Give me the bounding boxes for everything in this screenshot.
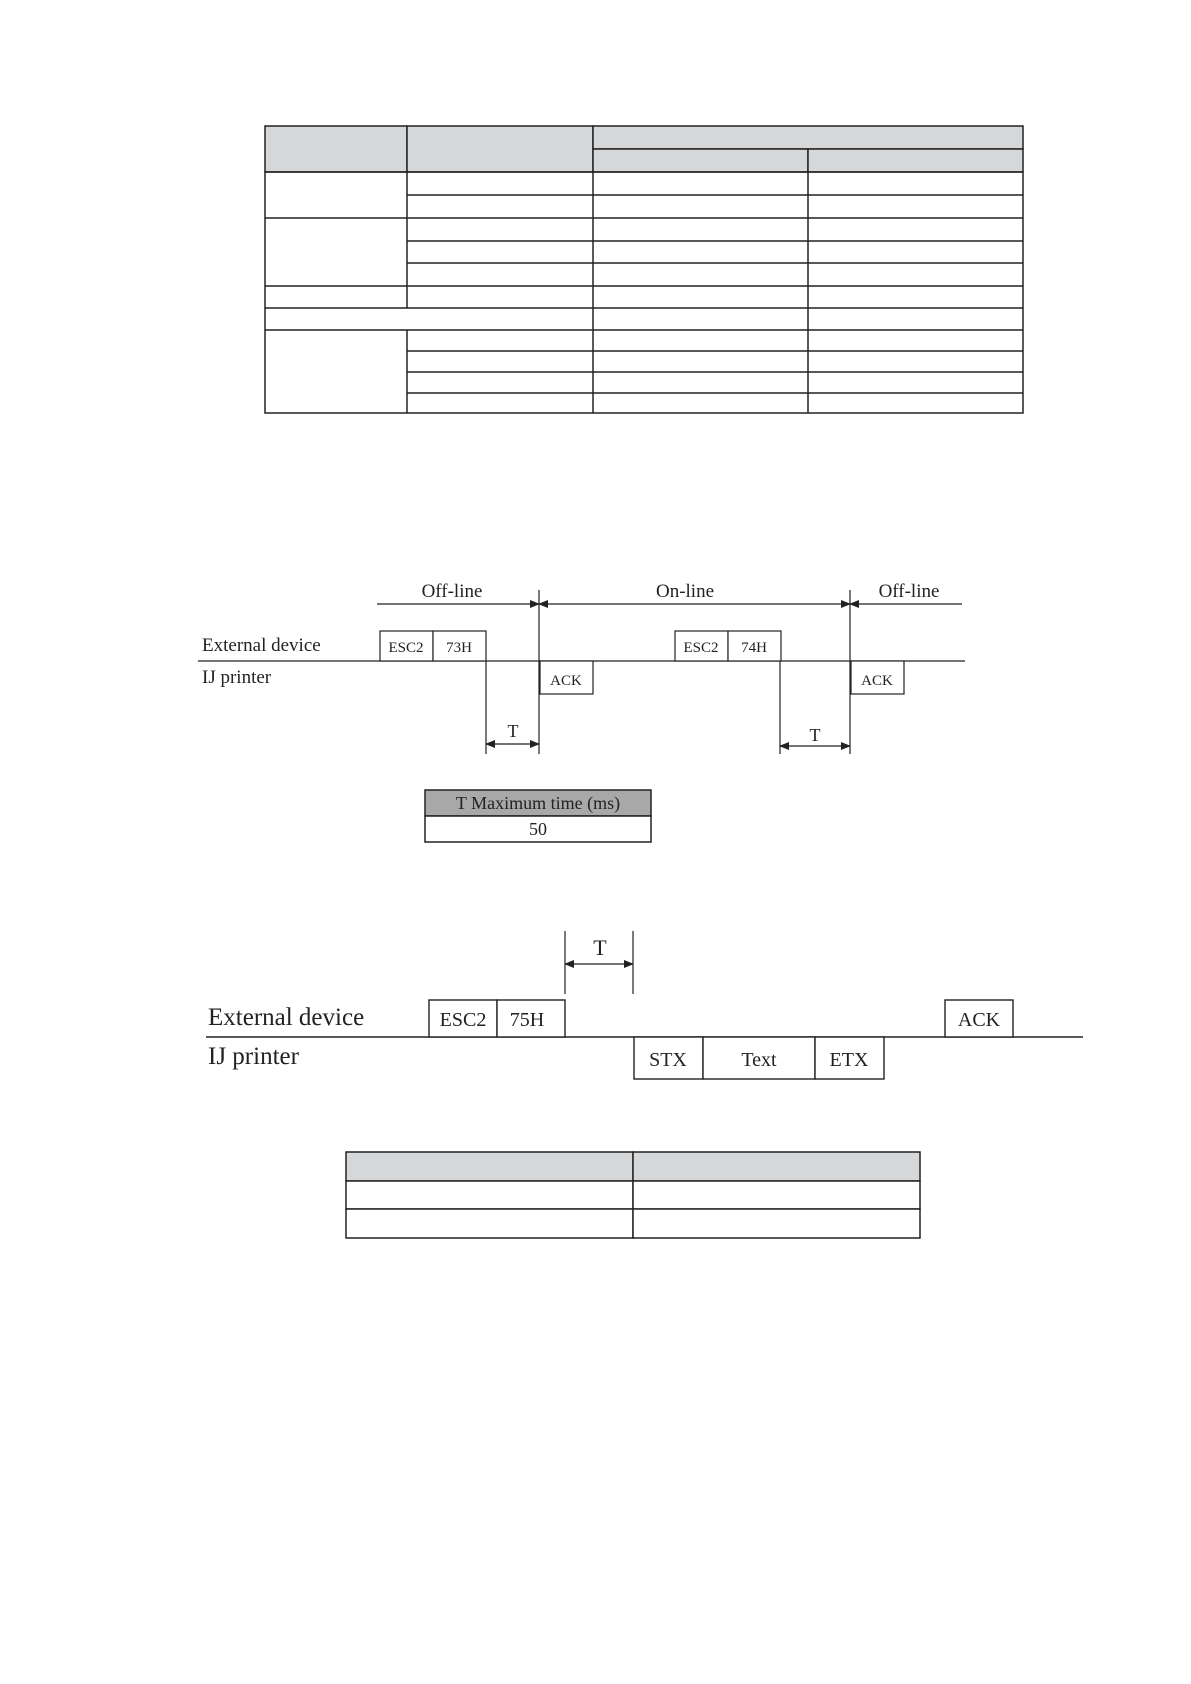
response-stx: STX xyxy=(649,1049,687,1071)
bottom-table xyxy=(346,1152,920,1238)
cmd1-73h: 73H xyxy=(446,640,472,656)
header-cell-3a xyxy=(593,149,808,172)
timing-diagram-text-request xyxy=(206,931,1083,1079)
external-device-label-2: External device xyxy=(208,1004,365,1031)
ack1-label: ACK xyxy=(550,673,582,689)
bottom-header-cell-1 xyxy=(346,1152,633,1181)
max-time-value: 50 xyxy=(529,819,547,839)
phase-label-offline-2: Off-line xyxy=(878,581,940,602)
ij-printer-label: IJ printer xyxy=(202,667,272,688)
external-device-label: External device xyxy=(202,635,321,656)
cmd1-esc2: ESC2 xyxy=(388,640,424,656)
ij-printer-label-2: IJ printer xyxy=(208,1043,299,1070)
bottom-header-cell-2 xyxy=(633,1152,920,1181)
header-cell-2 xyxy=(407,126,593,172)
t1-label: T xyxy=(507,721,519,741)
timing-diagram-offline-online xyxy=(198,581,965,754)
table-body xyxy=(265,172,1023,413)
phase-label-online: On-line xyxy=(655,581,715,602)
bottom-cell-r2c1 xyxy=(346,1209,633,1238)
ack-label: ACK xyxy=(957,1009,1001,1031)
cmd2-esc2: ESC2 xyxy=(683,640,719,656)
ack2-label: ACK xyxy=(861,673,893,689)
spec-table xyxy=(265,126,1023,413)
max-time-table xyxy=(425,790,651,842)
header-cell-3b xyxy=(808,149,1023,172)
cmd2-74h: 74H xyxy=(741,640,767,656)
bottom-cell-r1c2 xyxy=(633,1181,920,1209)
phase-label-offline-1: Off-line xyxy=(421,581,483,602)
t2-label: T xyxy=(809,725,821,745)
bottom-cell-r1c1 xyxy=(346,1181,633,1209)
header-cell-1 xyxy=(265,126,407,172)
header-cell-3 xyxy=(593,126,1023,149)
t-label: T xyxy=(593,935,607,960)
response-etx: ETX xyxy=(829,1049,869,1071)
max-time-header: T Maximum time (ms) xyxy=(455,793,621,813)
cmd-75h: 75H xyxy=(509,1009,545,1031)
bottom-cell-r2c2 xyxy=(633,1209,920,1238)
cmd-esc2: ESC2 xyxy=(439,1009,487,1031)
response-text: Text xyxy=(741,1049,777,1071)
